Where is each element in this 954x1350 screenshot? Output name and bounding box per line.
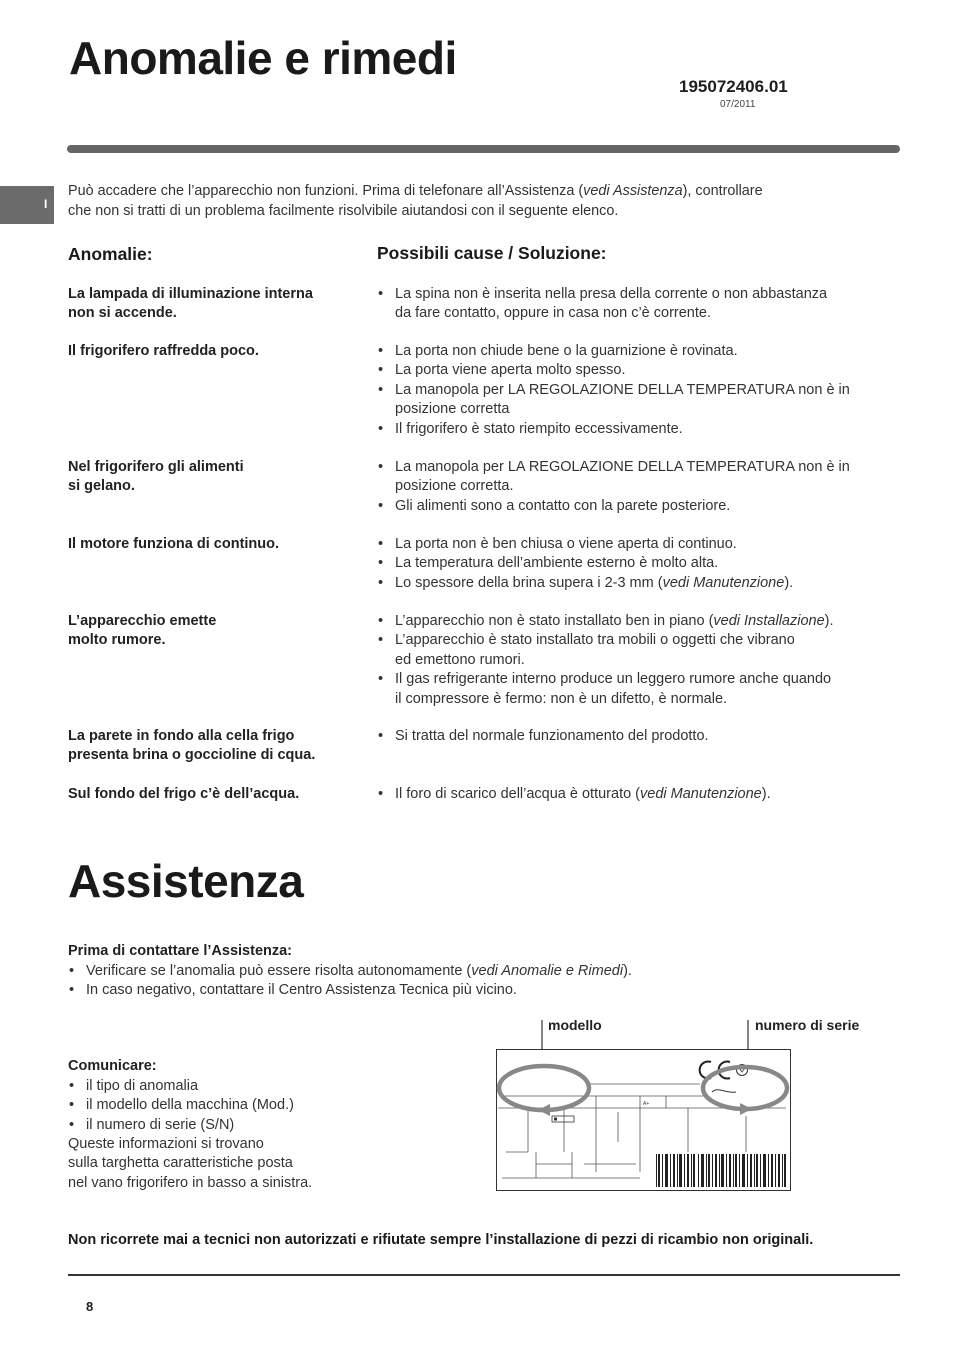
- list-item: • Si tratta del normale funzionamento del prodotto.: [377, 727, 887, 746]
- list-item: • L’apparecchio non è stato installato ben in piano (vedi Installazione).: [377, 612, 887, 631]
- before-contact-list: [68, 962, 888, 1001]
- list-item: • La manopola per LA REGOLAZIONE DELLA TEMPERATURA non è in posizione corretta: [377, 381, 887, 420]
- page-title: Anomalie e rimedi: [69, 32, 457, 84]
- anomaly-text: L’apparecchio emette molto rumore.: [68, 613, 217, 649]
- list-item: • Gli alimenti sono a contatto con la parete posteriore.: [377, 497, 887, 516]
- svg-text:A+: A+: [643, 1101, 650, 1107]
- anomaly-text: Il frigorifero raffredda poco.: [68, 343, 259, 359]
- anomalies-table: [68, 0, 898, 820]
- cross-reference: vedi Anomalie e Rimedi: [471, 963, 624, 979]
- language-tab: I: [0, 186, 54, 224]
- communicate-heading: Comunicare:: [68, 1058, 157, 1074]
- list-item: • La porta non chiude bene o la guarnizione è rovinata.: [377, 342, 887, 361]
- list-item: • L’apparecchio è stato installato tra mobili o oggetti che vibrano ed emettono rumori.: [377, 631, 887, 670]
- cause-list: [377, 612, 887, 709]
- list-item: • Il foro di scarico dell’acqua è otturato (vedi Manutenzione).: [377, 785, 887, 804]
- list-item: • il tipo di anomalia: [68, 1077, 368, 1096]
- causes-heading: Possibili cause / Soluzione:: [377, 243, 607, 263]
- list-item: • il numero di serie (S/N): [68, 1116, 368, 1135]
- cross-reference: vedi Installazione: [713, 613, 825, 629]
- anomaly-text: La lampada di illuminazione interna non si accende.: [68, 286, 313, 322]
- page-number: 8: [86, 1299, 94, 1314]
- cause-list: [377, 285, 887, 324]
- cross-reference: vedi Manutenzione: [640, 786, 762, 802]
- anomaly-text: La parete in fondo alla cella frigo presenta brina o goccioline di cqua.: [68, 728, 316, 764]
- serial-number-label: numero di serie: [755, 1017, 860, 1033]
- list-item: • Il gas refrigerante interno produce un leggero rumore anche quando il compressore è fermo: non è un difetto, è normale.: [377, 670, 887, 709]
- document-number: 195072406.01: [679, 77, 788, 96]
- communicate-note: Queste informazioni si trovano sulla targhetta caratteristiche posta nel vano frigorifero in basso a sinistra.: [68, 1136, 313, 1191]
- intro-line-2: che non si tratti di un problema facilmente risolvibile aiutandosi con il seguente elenco.: [68, 203, 619, 219]
- intro-reference: vedi Assistenza: [583, 183, 683, 199]
- cause-list: [377, 785, 887, 804]
- list-item: • il modello della macchina (Mod.): [68, 1096, 368, 1115]
- cause-list: [377, 458, 887, 516]
- list-item: • La porta viene aperta molto spesso.: [377, 361, 887, 380]
- anomaly-text: Il motore funziona di continuo.: [68, 536, 280, 552]
- intro-line-1: Può accadere che l’apparecchio non funzioni. Prima di telefonare all’Assistenza (vedi Assistenza), controllare: [68, 183, 763, 199]
- warning-text: Non ricorrete mai a tecnici non autorizzati e rifiutate sempre l’installazione di pezzi di ricambio non originali.: [68, 1232, 814, 1248]
- list-item: • La temperatura dell’ambiente esterno è molto alta.: [377, 554, 887, 573]
- list-item: • La spina non è inserita nella presa della corrente o non abbastanza da fare contatto, oppure in casa non c’è corrente.: [377, 285, 887, 324]
- cross-reference: vedi Manutenzione: [662, 574, 785, 591]
- rating-plate-illustration: [480, 1012, 810, 1202]
- anomaly-text: Sul fondo del frigo c’è dell’acqua.: [68, 786, 300, 802]
- list-item: • Il frigorifero è stato riempito eccessivamente.: [377, 420, 887, 439]
- list-item: • La manopola per LA REGOLAZIONE DELLA TEMPERATURA non è in posizione corretta.: [377, 458, 887, 497]
- cause-list: [377, 727, 887, 746]
- communicate-list: [68, 1077, 368, 1135]
- before-contact-heading: Prima di contattare l’Assistenza:: [68, 943, 293, 959]
- document-date: 07/2011: [720, 99, 756, 110]
- cause-list: [377, 342, 887, 439]
- model-label: modello: [548, 1017, 602, 1033]
- list-item: • La porta non è ben chiusa o viene aperta di continuo.: [377, 535, 887, 554]
- section-title: Assistenza: [68, 855, 304, 907]
- list-item: • Verificare se l’anomalia può essere risolta autonomamente (vedi Anomalie e Rimedi).: [68, 962, 888, 981]
- list-item: • Lo spessore della brina supera i 2-3 mm (vedi Manutenzione).: [377, 574, 887, 593]
- footer-rule: [68, 1274, 900, 1276]
- list-item: • In caso negativo, contattare il Centro Assistenza Tecnica più vicino.: [68, 981, 888, 1000]
- anomalies-heading: Anomalie:: [68, 244, 153, 264]
- cause-list: [377, 535, 887, 593]
- anomaly-text: Nel frigorifero gli alimenti si gelano.: [68, 459, 244, 495]
